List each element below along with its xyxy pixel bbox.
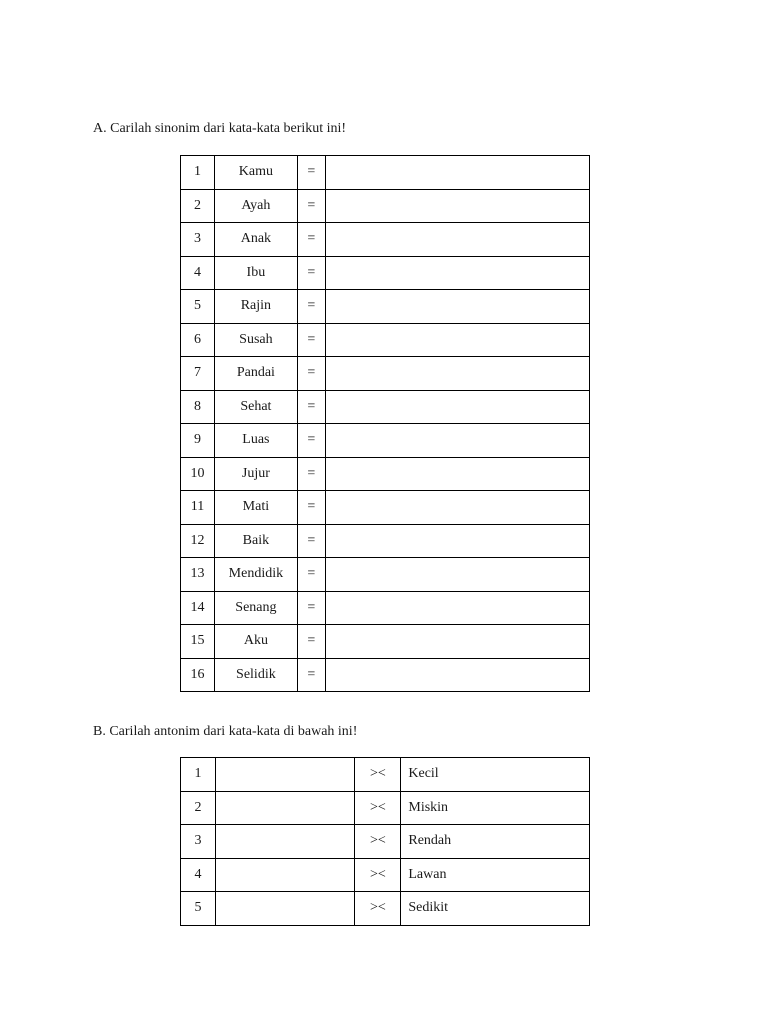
equals-sign: =	[297, 424, 325, 458]
synonym-answer-cell[interactable]	[325, 424, 589, 458]
synonym-question-word: Ayah	[214, 189, 297, 223]
antonym-answer-cell[interactable]	[215, 858, 355, 892]
antonym-question-word: Rendah	[401, 825, 590, 859]
synonym-row	[181, 424, 590, 458]
synonym-row	[181, 290, 590, 324]
row-number: 13	[181, 558, 215, 592]
opposite-sign: ><	[355, 758, 401, 792]
equals-sign: =	[297, 156, 325, 190]
synonym-row	[181, 256, 590, 290]
synonym-row	[181, 591, 590, 625]
row-number: 3	[181, 223, 215, 257]
synonym-question-word: Selidik	[214, 658, 297, 692]
antonym-row	[181, 858, 590, 892]
equals-sign: =	[297, 591, 325, 625]
synonym-question-word: Sehat	[214, 390, 297, 424]
equals-sign: =	[297, 658, 325, 692]
synonym-question-word: Pandai	[214, 357, 297, 391]
equals-sign: =	[297, 323, 325, 357]
synonym-answer-cell[interactable]	[325, 390, 589, 424]
synonym-row	[181, 189, 590, 223]
equals-sign: =	[297, 189, 325, 223]
antonym-row	[181, 892, 590, 926]
synonym-answer-cell[interactable]	[325, 625, 589, 659]
synonym-question-word: Mendidik	[214, 558, 297, 592]
row-number: 12	[181, 524, 215, 558]
antonym-answer-cell[interactable]	[215, 791, 355, 825]
synonym-answer-cell[interactable]	[325, 524, 589, 558]
antonym-answer-cell[interactable]	[215, 892, 355, 926]
row-number: 10	[181, 457, 215, 491]
row-number: 4	[181, 858, 216, 892]
row-number: 3	[181, 825, 216, 859]
synonym-table-body	[181, 156, 590, 692]
synonym-answer-cell[interactable]	[325, 457, 589, 491]
synonym-table	[180, 155, 590, 692]
antonym-answer-cell[interactable]	[215, 825, 355, 859]
synonym-question-word: Jujur	[214, 457, 297, 491]
synonym-row	[181, 223, 590, 257]
row-number: 2	[181, 791, 216, 825]
synonym-question-word: Baik	[214, 524, 297, 558]
opposite-sign: ><	[355, 791, 401, 825]
synonym-row	[181, 558, 590, 592]
synonym-answer-cell[interactable]	[325, 256, 589, 290]
row-number: 1	[181, 156, 215, 190]
synonym-question-word: Kamu	[214, 156, 297, 190]
synonym-row	[181, 323, 590, 357]
antonym-question-word: Miskin	[401, 791, 590, 825]
equals-sign: =	[297, 256, 325, 290]
synonym-answer-cell[interactable]	[325, 323, 589, 357]
synonym-answer-cell[interactable]	[325, 491, 589, 525]
synonym-answer-cell[interactable]	[325, 290, 589, 324]
antonym-question-word: Kecil	[401, 758, 590, 792]
row-number: 5	[181, 892, 216, 926]
row-number: 16	[181, 658, 215, 692]
synonym-row	[181, 357, 590, 391]
synonym-row	[181, 156, 590, 190]
row-number: 9	[181, 424, 215, 458]
equals-sign: =	[297, 390, 325, 424]
row-number: 14	[181, 591, 215, 625]
equals-sign: =	[297, 558, 325, 592]
equals-sign: =	[297, 357, 325, 391]
row-number: 8	[181, 390, 215, 424]
row-number: 15	[181, 625, 215, 659]
synonym-row	[181, 658, 590, 692]
row-number: 6	[181, 323, 215, 357]
row-number: 5	[181, 290, 215, 324]
section-a-heading: A. Carilah sinonim dari kata-kata berikut ini!	[93, 121, 347, 136]
synonym-question-word: Ibu	[214, 256, 297, 290]
opposite-sign: ><	[355, 892, 401, 926]
synonym-question-word: Aku	[214, 625, 297, 659]
synonym-answer-cell[interactable]	[325, 591, 589, 625]
synonym-row	[181, 457, 590, 491]
antonym-question-word: Lawan	[401, 858, 590, 892]
synonym-question-word: Susah	[214, 323, 297, 357]
synonym-row	[181, 524, 590, 558]
row-number: 11	[181, 491, 215, 525]
synonym-answer-cell[interactable]	[325, 558, 589, 592]
row-number: 4	[181, 256, 215, 290]
synonym-answer-cell[interactable]	[325, 189, 589, 223]
equals-sign: =	[297, 290, 325, 324]
synonym-question-word: Anak	[214, 223, 297, 257]
antonym-row	[181, 791, 590, 825]
antonym-table	[180, 757, 590, 926]
synonym-question-word: Mati	[214, 491, 297, 525]
antonym-table-body	[181, 758, 590, 926]
row-number: 1	[181, 758, 216, 792]
synonym-answer-cell[interactable]	[325, 156, 589, 190]
section-b-heading: B. Carilah antonim dari kata-kata di bawah ini!	[93, 724, 358, 739]
equals-sign: =	[297, 625, 325, 659]
synonym-row	[181, 625, 590, 659]
equals-sign: =	[297, 223, 325, 257]
opposite-sign: ><	[355, 858, 401, 892]
antonym-question-word: Sedikit	[401, 892, 590, 926]
synonym-question-word: Senang	[214, 591, 297, 625]
antonym-row	[181, 758, 590, 792]
synonym-row	[181, 390, 590, 424]
opposite-sign: ><	[355, 825, 401, 859]
equals-sign: =	[297, 491, 325, 525]
synonym-answer-cell[interactable]	[325, 357, 589, 391]
equals-sign: =	[297, 457, 325, 491]
synonym-answer-cell[interactable]	[325, 658, 589, 692]
antonym-row	[181, 825, 590, 859]
synonym-question-word: Luas	[214, 424, 297, 458]
equals-sign: =	[297, 524, 325, 558]
synonym-question-word: Rajin	[214, 290, 297, 324]
row-number: 2	[181, 189, 215, 223]
antonym-answer-cell[interactable]	[215, 758, 355, 792]
synonym-row	[181, 491, 590, 525]
row-number: 7	[181, 357, 215, 391]
synonym-answer-cell[interactable]	[325, 223, 589, 257]
